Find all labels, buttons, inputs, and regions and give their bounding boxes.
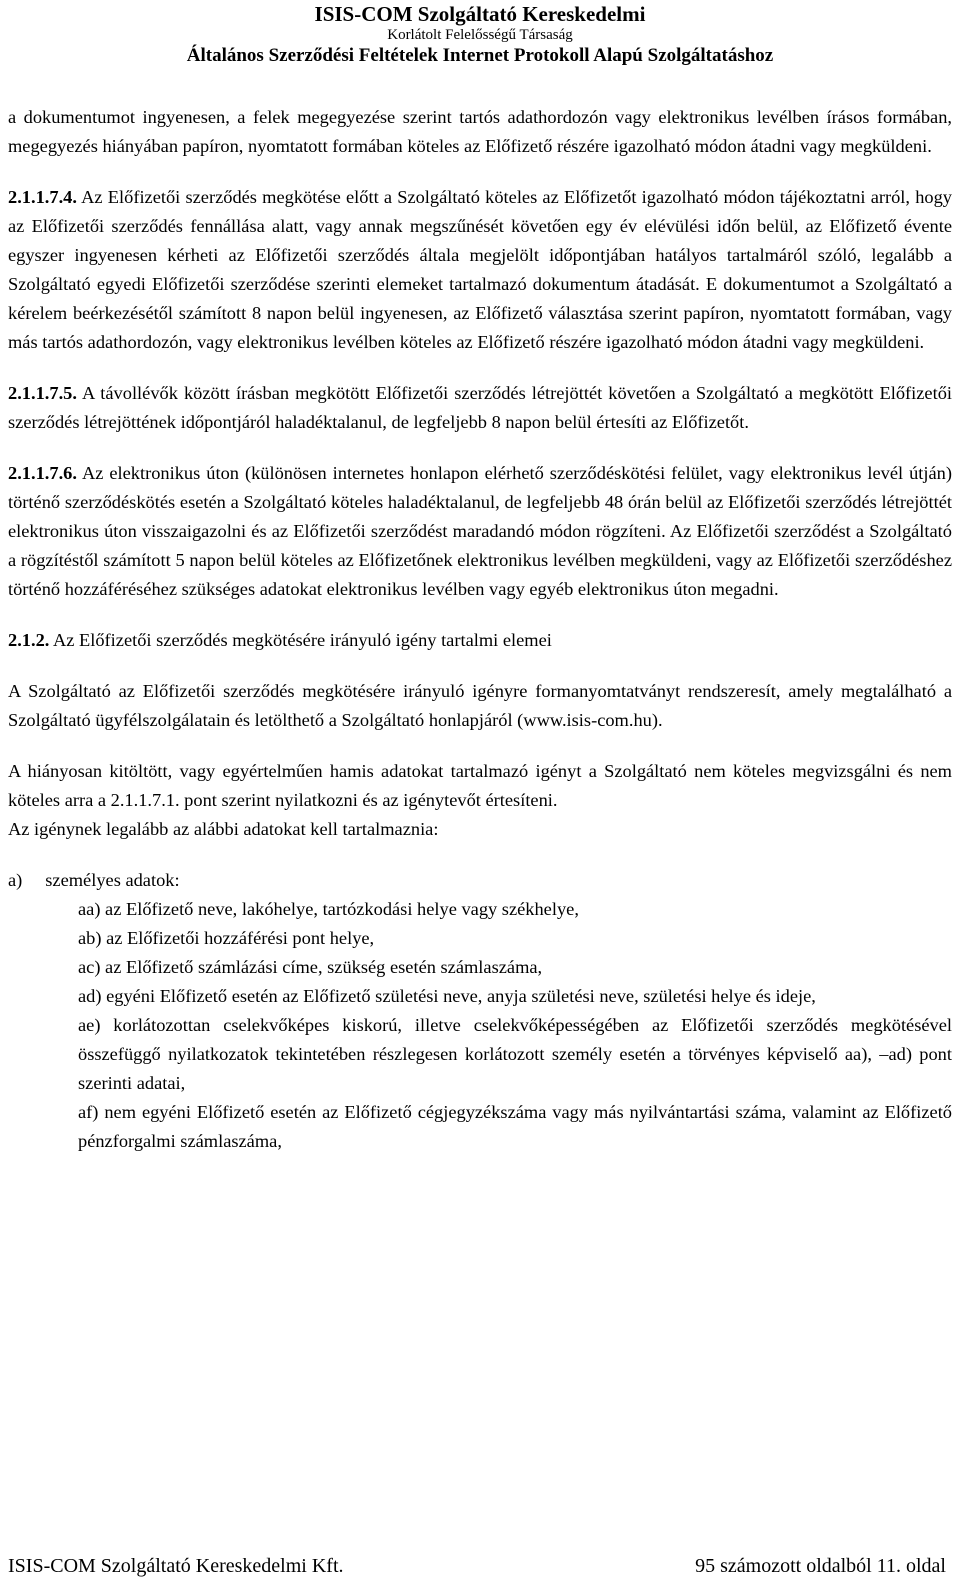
paragraph-text: A távollévők között írásban megkötött Előfizetői szerződés létrejöttét követően a Szolgáltató a megkötött Előfizetői szerződés létrejöttének időpontjáról haladéktalanul, de legfeljebb 8 napon belül értesíti az Előfizetőt. — [8, 383, 952, 432]
document-body — [8, 103, 952, 1156]
paragraph-text: Az Előfizetői szerződés megkötése előtt a Szolgáltató köteles az Előfizetőt igazolható módon tájékoztatni arról, hogy az Előfizetői szerződés fennállása alatt, vagy annak megszűnését követően egy év elévülési időn belül, az Előfizető évente egyszer ingyenesen kérheti az Előfizetői szerződés általa megjelölt időpontjában hatályos tartalmáról szóló, legalább a Szolgáltató egyedi Előfizetői szerződése szerinti elemeket tartalmazó dokumentum átadását. E dokumentumot a Szolgáltató a kérelem beérkezésétől számított 8 napon belül ingyenesen, az Előfizető választása szerint papíron, nyomtatott formában, vagy más tartós adathordozón, vagy elektronikus levélben köteles az Előfizető részére igazolható módon átadni vagy megküldeni. — [8, 187, 952, 352]
list-item-af: af) nem egyéni Előfizető esetén az Előfizető cégjegyzékszáma vagy más nyilvántartási száma, valamint az Előfizető pénzforgalmi számlaszáma, — [78, 1102, 952, 1151]
section-number: 2.1.2. — [8, 630, 50, 650]
paragraph-2-1-1-7-4 — [8, 183, 952, 357]
paragraph-required-data: Az igénynek legalább az alábbi adatokat kell tartalmaznia: — [8, 819, 439, 839]
page-header — [0, 2, 960, 68]
header-company-name: ISIS-COM Szolgáltató Kereskedelmi — [314, 2, 646, 26]
list-item-aa: aa) az Előfizető neve, lakóhelye, tartózkodási helye vagy székhelye, — [78, 899, 579, 919]
header-company-form: Korlátolt Felelősségű Társaság — [387, 27, 573, 43]
footer-page-number: 95 számozott oldalból 11. oldal — [695, 1555, 946, 1577]
section-number: 2.1.1.7.5. — [8, 383, 77, 403]
section-heading-2-1-2 — [8, 626, 952, 655]
paragraph-continuation: a dokumentumot ingyenesen, a felek megegyezése szerint tartós adathordozón vagy elektronikus levélben írásos formában, megegyezés hiányában papíron, nyomtatott formában köteles az Előfizető részére igazolható módon átadni vagy megküldeni. — [8, 107, 952, 156]
section-number: 2.1.1.7.6. — [8, 463, 77, 483]
section-number: 2.1.1.7.4. — [8, 187, 77, 207]
sublist — [8, 895, 952, 1156]
list-item-ae: ae) korlátozottan cselekvőképes kiskorú, illetve cselekvőképességében az Előfizetői szerződés megkötésével összefüggő nyilatkozatok tekintetében részlegesen korlátozott személy esetén a törvényes képviselő aa), –ad) pont szerinti adatai, — [78, 1015, 952, 1093]
paragraph-incomplete-request: A hiányosan kitöltött, vagy egyértelműen hamis adatokat tartalmazó igényt a Szolgáltató nem köteles megvizsgálni és nem köteles arra a 2.1.1.7.1. pont szerint nyilatkozni és az igénytevőt értesíteni. — [8, 761, 952, 810]
section-heading-text: Az Előfizetői szerződés megkötésére irányuló igény tartalmi elemei — [49, 630, 552, 650]
header-document-title: Általános Szerződési Feltételek Internet Protokoll Alapú Szolgáltatáshoz — [186, 45, 774, 66]
paragraph-text: Az elektronikus úton (különösen internetes honlapon elérhető szerződéskötési felület, vagy elektronikus levél útján) történő szerződéskötés esetén a Szolgáltató köteles haladéktalanul, de legfeljebb 48 órán belül az Előfizetői szerződés létrejöttét elektronikus úton visszaigazolni és az Előfizetői szerződést maradandó módon rögzíteni. Az Előfizetői szerződést a Szolgáltató a rögzítéstől számított 5 napon belül köteles az Előfizetőnek elektronikus levélben megküldeni, vagy az Előfizetői szerződéshez történő hozzáféréséhez szükséges adatokat elektronikus levélben vagy egyéb elektronikus úton megadni. — [8, 463, 952, 599]
list-item-a: a) személyes adatok: — [8, 870, 180, 890]
paragraph-2-1-1-7-5 — [8, 379, 952, 437]
footer-company: ISIS-COM Szolgáltató Kereskedelmi Kft. — [8, 1555, 344, 1577]
list-item-ad: ad) egyéni Előfizető esetén az Előfizető születési neve, anyja születési neve, születési helye és ideje, — [78, 986, 816, 1006]
list-item-ac: ac) az Előfizető számlázási címe, szükség esetén számlaszáma, — [78, 957, 543, 977]
page-footer — [8, 1551, 946, 1581]
paragraph-form: A Szolgáltató az Előfizetői szerződés megkötésére irányuló igényre formanyomtatványt rendszeresít, amely megtalálható a Szolgáltató ügyfélszolgálatain és letölthető a Szolgáltató honlapjáról (www.isis-com.hu). — [8, 681, 952, 730]
paragraph-2-1-1-7-6 — [8, 459, 952, 604]
list-item-ab: ab) az Előfizetői hozzáférési pont helye, — [78, 928, 375, 948]
